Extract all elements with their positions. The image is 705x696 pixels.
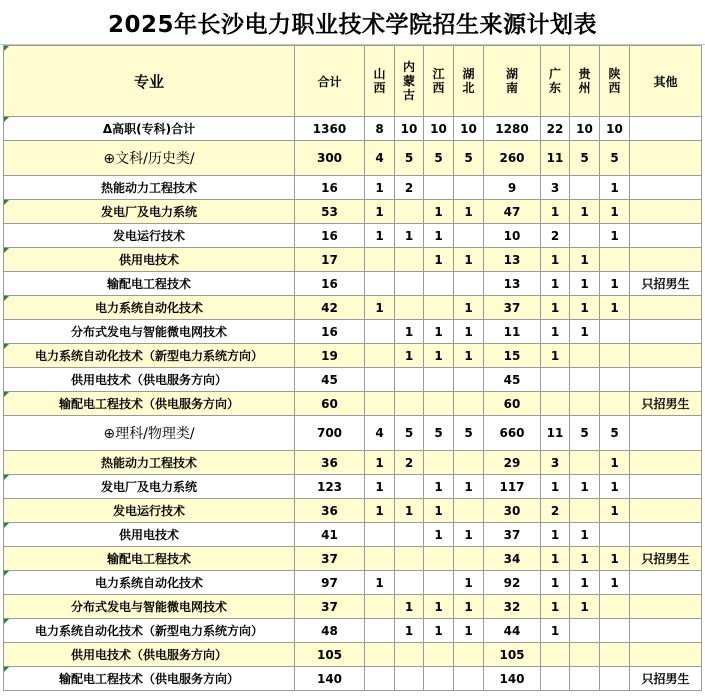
province-neimenggu-cell — [395, 368, 424, 392]
province-neimenggu-cell — [395, 643, 424, 667]
province-hubei-cell — [454, 272, 484, 296]
province-jiangxi-cell — [424, 571, 454, 595]
other-note-cell — [630, 200, 702, 224]
province-shanxi-cell: 1 — [365, 200, 395, 224]
total-cell: 123 — [295, 475, 365, 499]
province-hubei-cell: 1 — [454, 619, 484, 643]
province-jiangxi-cell — [424, 176, 454, 200]
total-cell: 700 — [295, 416, 365, 451]
table-row — [4, 643, 702, 667]
table-row — [4, 547, 702, 571]
province-hunan-cell: 44 — [484, 619, 541, 643]
table-row — [4, 117, 702, 141]
major-name-cell: 供用电技术 — [4, 523, 295, 547]
province-guizhou-cell: 1 — [570, 475, 600, 499]
province-neimenggu-cell — [395, 523, 424, 547]
province-shaanxi-cell — [600, 320, 630, 344]
province-hubei-cell — [454, 176, 484, 200]
province-shaanxi-cell: 5 — [600, 416, 630, 451]
total-cell: 36 — [295, 451, 365, 475]
table-row — [4, 619, 702, 643]
province-guizhou-cell — [570, 619, 600, 643]
province-hubei-cell — [454, 451, 484, 475]
major-name-cell: 发电运行技术 — [4, 499, 295, 523]
other-note-cell — [630, 344, 702, 368]
province-shaanxi-cell — [600, 368, 630, 392]
total-cell: 16 — [295, 272, 365, 296]
major-name-cell: 分布式发电与智能微电网技术 — [4, 595, 295, 619]
province-neimenggu-cell — [395, 547, 424, 571]
province-neimenggu-cell — [395, 571, 424, 595]
province-guizhou-cell — [570, 224, 600, 248]
province-neimenggu-cell: 1 — [395, 499, 424, 523]
province-neimenggu-cell: 5 — [395, 416, 424, 451]
province-hunan-cell: 15 — [484, 344, 541, 368]
major-name-cell: 发电厂及电力系统 — [4, 475, 295, 499]
total-cell: 19 — [295, 344, 365, 368]
table-row — [4, 224, 702, 248]
province-shanxi-cell — [365, 667, 395, 691]
major-name-cell: 电力系统自动化技术 — [4, 571, 295, 595]
province-hunan-cell: 1280 — [484, 117, 541, 141]
province-guizhou-cell: 1 — [570, 272, 600, 296]
province-jiangxi-cell: 10 — [424, 117, 454, 141]
province-shanxi-cell — [365, 547, 395, 571]
other-note-cell — [630, 416, 702, 451]
header-province: 山 西 — [365, 46, 395, 117]
total-cell: 300 — [295, 141, 365, 176]
province-shanxi-cell — [365, 595, 395, 619]
other-note-cell — [630, 176, 702, 200]
other-note-cell — [630, 451, 702, 475]
province-neimenggu-cell: 1 — [395, 320, 424, 344]
province-neimenggu-cell: 1 — [395, 595, 424, 619]
province-hubei-cell: 1 — [454, 595, 484, 619]
province-guangdong-cell — [541, 392, 570, 416]
header-province: 内 蒙 古 — [395, 46, 424, 117]
province-shaanxi-cell — [600, 523, 630, 547]
major-name-cell: 输配电工程技术（供电服务方向） — [4, 667, 295, 691]
province-jiangxi-cell — [424, 643, 454, 667]
province-shanxi-cell: 1 — [365, 224, 395, 248]
province-shaanxi-cell: 1 — [600, 451, 630, 475]
province-guizhou-cell: 1 — [570, 595, 600, 619]
total-cell: 140 — [295, 667, 365, 691]
table-row — [4, 344, 702, 368]
table-row — [4, 523, 702, 547]
major-name-cell: 供用电技术 — [4, 248, 295, 272]
province-shanxi-cell — [365, 248, 395, 272]
total-cell: 97 — [295, 571, 365, 595]
other-note-cell: 只招男生 — [630, 667, 702, 691]
province-jiangxi-cell: 1 — [424, 475, 454, 499]
other-note-cell — [630, 117, 702, 141]
province-guizhou-cell — [570, 344, 600, 368]
province-guangdong-cell: 1 — [541, 475, 570, 499]
province-guizhou-cell — [570, 392, 600, 416]
province-guangdong-cell: 3 — [541, 451, 570, 475]
table-row — [4, 320, 702, 344]
province-hunan-cell: 13 — [484, 272, 541, 296]
province-guangdong-cell: 1 — [541, 547, 570, 571]
province-neimenggu-cell: 10 — [395, 117, 424, 141]
other-note-cell — [630, 619, 702, 643]
province-hunan-cell: 34 — [484, 547, 541, 571]
major-name-cell: 发电运行技术 — [4, 224, 295, 248]
header-province: 湖 北 — [454, 46, 484, 117]
province-shaanxi-cell: 1 — [600, 499, 630, 523]
province-jiangxi-cell — [424, 296, 454, 320]
province-hubei-cell: 1 — [454, 344, 484, 368]
page-title: 2025年长沙电力职业技术学院招生来源计划表 — [0, 0, 705, 45]
province-jiangxi-cell — [424, 368, 454, 392]
province-neimenggu-cell — [395, 667, 424, 691]
major-name-cell: ⊕理科/物理类/ — [4, 416, 295, 451]
other-note-cell — [630, 248, 702, 272]
province-hunan-cell: 13 — [484, 248, 541, 272]
table-row — [4, 248, 702, 272]
major-name-cell: 热能动力工程技术 — [4, 176, 295, 200]
province-shaanxi-cell — [600, 248, 630, 272]
province-shaanxi-cell — [600, 667, 630, 691]
province-hubei-cell — [454, 547, 484, 571]
province-hunan-cell: 45 — [484, 368, 541, 392]
other-note-cell — [630, 523, 702, 547]
province-guangdong-cell — [541, 667, 570, 691]
major-name-cell: 发电厂及电力系统 — [4, 200, 295, 224]
province-guizhou-cell — [570, 176, 600, 200]
province-guizhou-cell: 1 — [570, 571, 600, 595]
province-shanxi-cell: 4 — [365, 141, 395, 176]
other-note-cell: 只招男生 — [630, 547, 702, 571]
province-hubei-cell — [454, 643, 484, 667]
province-hubei-cell: 1 — [454, 523, 484, 547]
province-neimenggu-cell — [395, 392, 424, 416]
total-cell: 105 — [295, 643, 365, 667]
province-hunan-cell: 37 — [484, 296, 541, 320]
province-jiangxi-cell: 5 — [424, 416, 454, 451]
province-shanxi-cell: 1 — [365, 296, 395, 320]
province-guizhou-cell — [570, 667, 600, 691]
province-neimenggu-cell — [395, 248, 424, 272]
major-name-cell: 供用电技术（供电服务方向） — [4, 368, 295, 392]
total-cell: 53 — [295, 200, 365, 224]
table-row — [4, 200, 702, 224]
province-hunan-cell: 30 — [484, 499, 541, 523]
province-guangdong-cell: 2 — [541, 224, 570, 248]
header-major: 专业 — [4, 46, 295, 117]
province-hunan-cell: 10 — [484, 224, 541, 248]
other-note-cell — [630, 296, 702, 320]
total-cell: 36 — [295, 499, 365, 523]
province-hunan-cell: 92 — [484, 571, 541, 595]
province-shaanxi-cell — [600, 619, 630, 643]
province-hubei-cell: 5 — [454, 416, 484, 451]
province-shanxi-cell: 1 — [365, 176, 395, 200]
other-note-cell — [630, 475, 702, 499]
province-shaanxi-cell — [600, 595, 630, 619]
header-province: 湖 南 — [484, 46, 541, 117]
header-total: 合计 — [295, 46, 365, 117]
major-name-cell: 输配电工程技术（供电服务方向） — [4, 392, 295, 416]
major-name-cell: 输配电工程技术 — [4, 272, 295, 296]
province-shaanxi-cell: 1 — [600, 200, 630, 224]
province-hunan-cell: 660 — [484, 416, 541, 451]
province-shanxi-cell: 1 — [365, 451, 395, 475]
province-guizhou-cell: 1 — [570, 320, 600, 344]
province-jiangxi-cell — [424, 272, 454, 296]
table-row — [4, 176, 702, 200]
province-hunan-cell: 37 — [484, 523, 541, 547]
province-guizhou-cell: 5 — [570, 141, 600, 176]
province-hunan-cell: 29 — [484, 451, 541, 475]
other-note-cell — [630, 224, 702, 248]
province-shanxi-cell — [365, 320, 395, 344]
major-name-cell: Δ高职(专科)合计 — [4, 117, 295, 141]
major-name-cell: ⊕文科/历史类/ — [4, 141, 295, 176]
province-jiangxi-cell: 1 — [424, 344, 454, 368]
province-jiangxi-cell: 1 — [424, 619, 454, 643]
enrollment-table — [3, 45, 702, 691]
table-row — [4, 499, 702, 523]
province-hunan-cell: 260 — [484, 141, 541, 176]
province-hubei-cell — [454, 368, 484, 392]
province-jiangxi-cell — [424, 451, 454, 475]
total-cell: 37 — [295, 547, 365, 571]
province-guangdong-cell: 11 — [541, 416, 570, 451]
province-jiangxi-cell — [424, 667, 454, 691]
table-row — [4, 475, 702, 499]
table-row — [4, 667, 702, 691]
table-row — [4, 571, 702, 595]
table-row — [4, 296, 702, 320]
province-guizhou-cell — [570, 643, 600, 667]
province-guizhou-cell: 5 — [570, 416, 600, 451]
province-neimenggu-cell: 2 — [395, 176, 424, 200]
other-note-cell — [630, 368, 702, 392]
total-cell: 16 — [295, 176, 365, 200]
province-hubei-cell — [454, 499, 484, 523]
header-other: 其他 — [630, 46, 702, 117]
province-guangdong-cell — [541, 368, 570, 392]
province-guizhou-cell — [570, 368, 600, 392]
table-row — [4, 368, 702, 392]
province-shanxi-cell — [365, 272, 395, 296]
province-neimenggu-cell: 1 — [395, 224, 424, 248]
province-shaanxi-cell: 1 — [600, 296, 630, 320]
other-note-cell — [630, 320, 702, 344]
province-hubei-cell: 1 — [454, 475, 484, 499]
province-neimenggu-cell — [395, 296, 424, 320]
province-shanxi-cell — [365, 523, 395, 547]
province-guizhou-cell: 1 — [570, 200, 600, 224]
province-hubei-cell: 1 — [454, 320, 484, 344]
province-jiangxi-cell: 5 — [424, 141, 454, 176]
other-note-cell — [630, 643, 702, 667]
province-shanxi-cell — [365, 619, 395, 643]
province-jiangxi-cell: 1 — [424, 224, 454, 248]
header-province: 江 西 — [424, 46, 454, 117]
header-province: 陕 西 — [600, 46, 630, 117]
total-cell: 16 — [295, 320, 365, 344]
other-note-cell: 只招男生 — [630, 272, 702, 296]
total-cell: 16 — [295, 224, 365, 248]
province-neimenggu-cell — [395, 272, 424, 296]
major-name-cell: 输配电工程技术 — [4, 547, 295, 571]
province-hunan-cell: 140 — [484, 667, 541, 691]
province-jiangxi-cell — [424, 547, 454, 571]
table-row — [4, 451, 702, 475]
province-hubei-cell: 5 — [454, 141, 484, 176]
major-name-cell: 电力系统自动化技术（新型电力系统方向） — [4, 619, 295, 643]
province-guizhou-cell: 10 — [570, 117, 600, 141]
province-hunan-cell: 11 — [484, 320, 541, 344]
province-guangdong-cell: 22 — [541, 117, 570, 141]
province-guizhou-cell: 1 — [570, 248, 600, 272]
province-shaanxi-cell — [600, 643, 630, 667]
other-note-cell — [630, 141, 702, 176]
province-shanxi-cell — [365, 392, 395, 416]
province-hunan-cell: 117 — [484, 475, 541, 499]
major-name-cell: 供用电技术（供电服务方向） — [4, 643, 295, 667]
province-guizhou-cell: 1 — [570, 547, 600, 571]
province-guangdong-cell: 1 — [541, 571, 570, 595]
province-shanxi-cell — [365, 643, 395, 667]
province-shaanxi-cell: 1 — [600, 176, 630, 200]
province-guizhou-cell — [570, 499, 600, 523]
province-hunan-cell: 60 — [484, 392, 541, 416]
category-row — [4, 416, 702, 451]
province-shaanxi-cell: 1 — [600, 571, 630, 595]
province-guangdong-cell: 1 — [541, 523, 570, 547]
province-hubei-cell — [454, 667, 484, 691]
category-row — [4, 141, 702, 176]
province-jiangxi-cell — [424, 392, 454, 416]
province-guangdong-cell: 1 — [541, 595, 570, 619]
province-shaanxi-cell: 1 — [600, 475, 630, 499]
province-hunan-cell: 32 — [484, 595, 541, 619]
province-neimenggu-cell: 1 — [395, 344, 424, 368]
major-name-cell: 热能动力工程技术 — [4, 451, 295, 475]
province-hunan-cell: 47 — [484, 200, 541, 224]
total-cell: 42 — [295, 296, 365, 320]
province-guangdong-cell: 2 — [541, 499, 570, 523]
province-shaanxi-cell: 10 — [600, 117, 630, 141]
table-row — [4, 392, 702, 416]
province-jiangxi-cell: 1 — [424, 499, 454, 523]
other-note-cell — [630, 499, 702, 523]
province-hubei-cell — [454, 392, 484, 416]
major-name-cell: 电力系统自动化技术（新型电力系统方向） — [4, 344, 295, 368]
province-hubei-cell: 1 — [454, 296, 484, 320]
province-hubei-cell: 1 — [454, 200, 484, 224]
province-neimenggu-cell: 5 — [395, 141, 424, 176]
province-jiangxi-cell: 1 — [424, 523, 454, 547]
other-note-cell — [630, 571, 702, 595]
province-shaanxi-cell: 1 — [600, 547, 630, 571]
province-shanxi-cell — [365, 344, 395, 368]
total-cell: 45 — [295, 368, 365, 392]
other-note-cell: 只招男生 — [630, 392, 702, 416]
province-guangdong-cell: 11 — [541, 141, 570, 176]
province-guangdong-cell: 1 — [541, 248, 570, 272]
province-guangdong-cell: 1 — [541, 320, 570, 344]
province-hubei-cell: 1 — [454, 248, 484, 272]
province-neimenggu-cell: 2 — [395, 451, 424, 475]
total-cell: 48 — [295, 619, 365, 643]
total-cell: 37 — [295, 595, 365, 619]
province-jiangxi-cell: 1 — [424, 248, 454, 272]
province-neimenggu-cell: 1 — [395, 619, 424, 643]
province-shaanxi-cell: 5 — [600, 141, 630, 176]
province-neimenggu-cell — [395, 475, 424, 499]
province-shanxi-cell: 8 — [365, 117, 395, 141]
total-cell: 41 — [295, 523, 365, 547]
province-guangdong-cell: 1 — [541, 272, 570, 296]
header-province: 广 东 — [541, 46, 570, 117]
province-hunan-cell: 9 — [484, 176, 541, 200]
other-note-cell — [630, 595, 702, 619]
province-shanxi-cell — [365, 368, 395, 392]
province-guangdong-cell: 1 — [541, 619, 570, 643]
major-name-cell: 电力系统自动化技术 — [4, 296, 295, 320]
total-cell: 60 — [295, 392, 365, 416]
major-name-cell: 分布式发电与智能微电网技术 — [4, 320, 295, 344]
province-shaanxi-cell: 1 — [600, 272, 630, 296]
province-shaanxi-cell: 1 — [600, 224, 630, 248]
province-hubei-cell: 10 — [454, 117, 484, 141]
province-guizhou-cell: 1 — [570, 296, 600, 320]
province-guizhou-cell — [570, 451, 600, 475]
header-province: 贵 州 — [570, 46, 600, 117]
province-guizhou-cell: 1 — [570, 523, 600, 547]
province-jiangxi-cell: 1 — [424, 595, 454, 619]
province-guangdong-cell: 1 — [541, 200, 570, 224]
province-hubei-cell — [454, 224, 484, 248]
table-row — [4, 595, 702, 619]
province-guangdong-cell — [541, 643, 570, 667]
province-guangdong-cell: 1 — [541, 344, 570, 368]
province-hunan-cell: 105 — [484, 643, 541, 667]
province-shanxi-cell: 4 — [365, 416, 395, 451]
province-guangdong-cell: 1 — [541, 296, 570, 320]
province-shanxi-cell: 1 — [365, 571, 395, 595]
province-shanxi-cell: 1 — [365, 475, 395, 499]
province-guangdong-cell: 3 — [541, 176, 570, 200]
province-neimenggu-cell — [395, 200, 424, 224]
total-cell: 17 — [295, 248, 365, 272]
province-shaanxi-cell — [600, 344, 630, 368]
table-row — [4, 272, 702, 296]
total-cell: 1360 — [295, 117, 365, 141]
province-jiangxi-cell: 1 — [424, 320, 454, 344]
province-shanxi-cell: 1 — [365, 499, 395, 523]
province-jiangxi-cell: 1 — [424, 200, 454, 224]
header-row — [4, 46, 702, 117]
province-shaanxi-cell — [600, 392, 630, 416]
province-hubei-cell: 1 — [454, 571, 484, 595]
